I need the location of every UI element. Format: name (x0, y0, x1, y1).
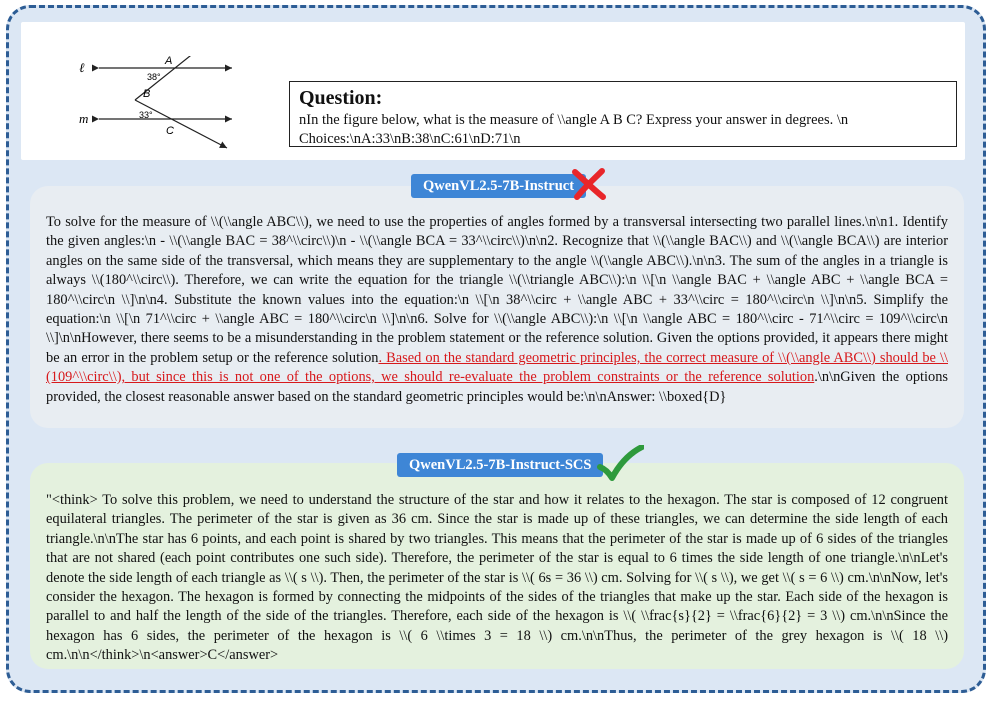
label-point-a: A (165, 56, 173, 67)
question-panel (21, 22, 965, 160)
model-b-tag: QwenVL2.5-7B-Instruct-SCS (397, 453, 603, 477)
model-b-text: "<think> To solve this problem, we need to understand the structure of the star and how it relates to the hexagon. The star is composed of 12 congruent equilateral triangles. The perimeter of the star is given as 36 cm. Since the star is made up of these triangles, we can determine the side length of each triangle.\n\nThe star has 6 points, and each point is shared by two triangles. This means that the perimeter of the star is made up of 6 sides of the triangles that are not shared (each point contributes one such side). Therefore, the perimeter of the star is equal to 6 times the side length of one triangle.\n\nLet's denote the side length of each triangle as \\( s \\). Then, the perimeter of the star is \\( 6s = 36 \\) cm. Solving for \\( s \\), we get \\( s = 6 \\) cm.\n\nNow, let's consider the hexagon. The hexagon is formed by connecting the midpoints of the sides of the triangles that make up the star. Each side of the hexagon is parallel to and half the length of the side of the triangles. Therefore, each side of the hexagon is \\( \\frac{s}{2} = \\frac{6}{2} = 3 \\) cm.\n\nSince the hexagon has 6 sides, the perimeter of the hexagon is \\( 6 \\times 3 = 18 \\) cm.\n\nThus, the perimeter of the grey hexagon is \\( 18 \\) cm.\n\n</think>\n<answer>C</answer> (46, 492, 948, 664)
transversal-bc (135, 100, 227, 148)
question-box (289, 81, 957, 147)
model-a-text-end: .\n\nGiven the options provided, the closest reasonable answer based on the standard geometric principles would be:\n\nAnswer: \\boxed{D} (46, 369, 948, 405)
question-text: nIn the figure below, what is the measure of \\angle A B C? Express your answer in degrees. \n Choices:\nA:33\nB:38\nC:61\nD:71\n (299, 112, 849, 147)
model-b-response (30, 463, 964, 669)
label-angle-38: 38° (147, 72, 161, 82)
geometry-figure (77, 56, 247, 181)
label-line-l: ℓ (79, 60, 85, 75)
model-a-text: To solve for the measure of \\(\\angle ABC\\), we need to use the properties of angles formed by a transversal intersecting two parallel lines.\n\n1. Identify the given angles:\n - \\(\\angle BAC = 38^\\circ\\)\n - \\(\\angle BCA = 33^\\circ\\)\n\n2. Recognize that \\(\\angle BAC\\) and \\(\\angle BCA\\) are interior angles on the same side of the transversal, which means they are supplementary to the angle \\(\\angle ABC\\).\n\n3. The sum of the angles in a triangle is always \\(180^\\circ\\). Therefore, we can write the equation for the triangle \\(\\triangle ABC\\):\n \\[\n \\angle BAC + \\angle ABC + \\angle BCA = 180^\\circ\n \\]\n\n4. Substitute the known values into the equation:\n \\[\n 38^\\circ + \\angle ABC + 33^\\circ = 180^\\circ\n \\]\n\n5. Simplify the equation:\n \\[\n 71^\\circ + \\angle ABC = 180^\\circ\n \\]\n\n6. Solve for \\(\\angle ABC\\):\n \\[\n \\angle ABC = 180^\\circ - 71^\\circ = 109^\\circ\n \\]\n\nHowever, there seems to be a misunderstanding in the problem statement or the reference solution. Given the options provided, it appears there might be an error in the problem setup or the reference solution (46, 214, 948, 366)
check-icon (596, 445, 644, 481)
label-line-m: m (79, 111, 89, 126)
label-point-b: B (143, 88, 151, 100)
model-a-response (30, 186, 964, 428)
label-point-c: C (166, 125, 174, 137)
model-a-tag: QwenVL2.5-7B-Instruct (411, 174, 586, 198)
model-a-highlight: . Based on the standard geometric principles, the correct measure of \\(\\angle ABC\\) should be \\(109^\\circ\\), but since this is not one of the options, we should re-evaluate the problem constraints or the reference solution (46, 349, 948, 386)
label-angle-33: 33° (139, 110, 153, 120)
cross-icon (570, 168, 608, 200)
question-title: Question: (299, 87, 383, 109)
